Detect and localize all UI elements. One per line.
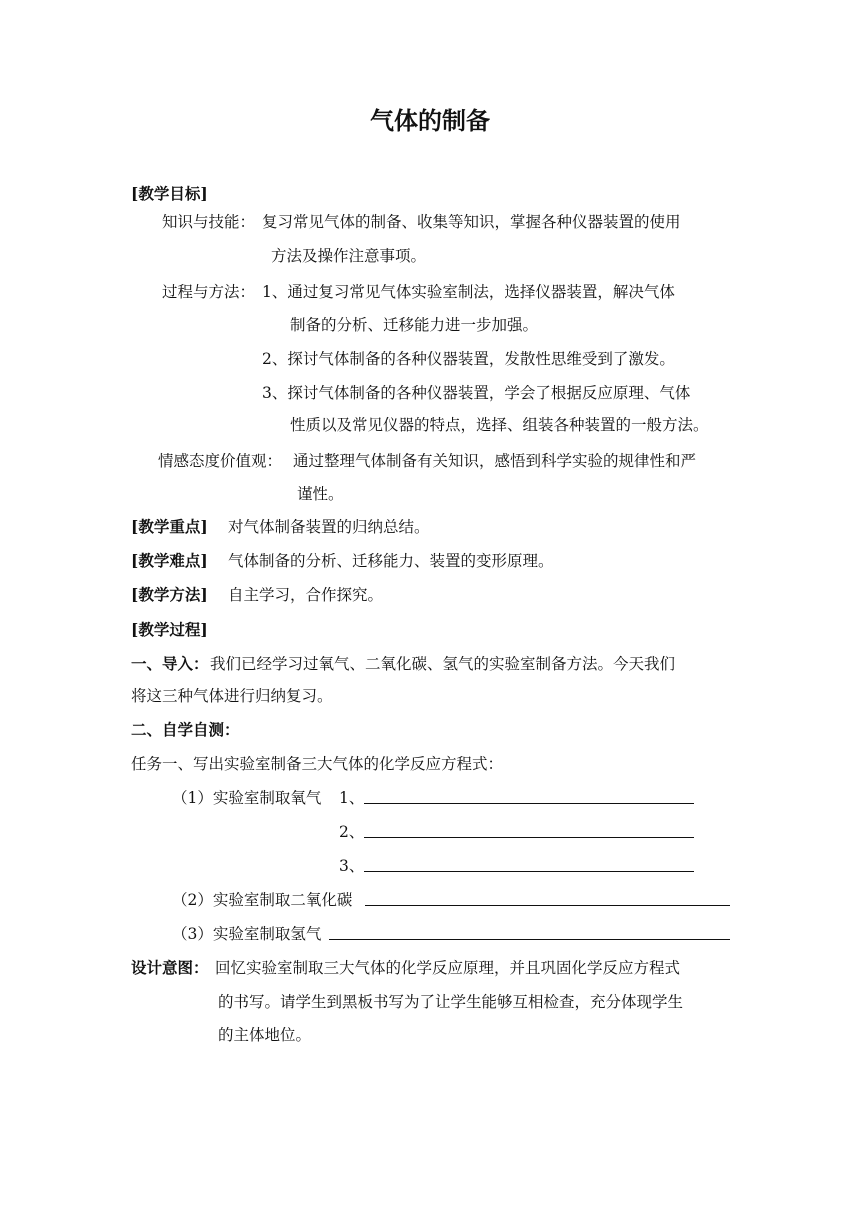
answer-blank-line[interactable]	[329, 939, 730, 940]
intro-line1: 我们已经学习过氧气、二氧化碳、氢气的实验室制备方法。今天我们	[210, 655, 676, 673]
oxygen-item-label: （1）实验室制取氧气	[172, 789, 322, 807]
intro-line2: 将这三种气体进行归纳复习。	[131, 687, 333, 705]
method-label: [教学方法]	[131, 585, 208, 604]
process-item1-line2: 制备的分析、迁移能力进一步加强。	[290, 316, 539, 334]
oxygen-blank-number-2: 2、	[339, 823, 365, 841]
design-line3: 的主体地位。	[218, 1026, 312, 1044]
design-label: 设计意图：	[131, 958, 209, 977]
intro-label: 一、导入：	[131, 654, 209, 673]
process-method-label: 过程与方法：	[162, 283, 256, 301]
oxygen-blank-number-1: 1、	[339, 789, 365, 807]
process-item3-line1: 3、探讨气体制备的各种仪器装置，学会了根据反应原理、气体	[262, 384, 691, 402]
task1-text: 任务一、写出实验室制备三大气体的化学反应方程式：	[131, 755, 504, 773]
answer-blank-line[interactable]	[364, 871, 694, 872]
knowledge-text-line2: 方法及操作注意事项。	[271, 247, 427, 265]
emotion-line2: 谨性。	[297, 485, 344, 503]
co2-item-label: （2）实验室制取二氧化碳	[172, 891, 353, 909]
oxygen-blank-number-3: 3、	[339, 857, 365, 875]
process-item2: 2、探讨气体制备的各种仪器装置，发散性思维受到了激发。	[262, 350, 675, 368]
process-item3-line2: 性质以及常见仪器的特点，选择、组装各种装置的一般方法。	[290, 416, 709, 434]
page-title: 气体的制备	[370, 106, 490, 135]
emotion-line1: 通过整理气体制备有关知识，感悟到科学实验的规律性和严	[293, 452, 697, 470]
knowledge-text-line1: 复习常见气体的制备、收集等知识，掌握各种仪器装置的使用	[262, 213, 681, 231]
self-test-heading: 二、自学自测：	[131, 720, 240, 739]
emotion-label: 情感态度价值观：	[158, 452, 283, 470]
key-point-label: [教学重点]	[131, 517, 208, 536]
key-point-text: 对气体制备装置的归纳总结。	[228, 518, 430, 536]
method-text: 自主学习，合作探究。	[228, 586, 384, 604]
hydrogen-item-label: （3）实验室制取氢气	[172, 925, 322, 943]
design-line2: 的书写。请学生到黑板书写为了让学生能够互相检查，充分体现学生	[218, 993, 684, 1011]
answer-blank-line[interactable]	[365, 905, 730, 906]
process-item1-line1: 1、通过复习常见气体实验室制法，选择仪器装置，解决气体	[262, 283, 675, 301]
answer-blank-line[interactable]	[364, 837, 694, 838]
difficulty-text: 气体制备的分析、迁移能力、装置的变形原理。	[228, 552, 554, 570]
objectives-heading: [教学目标]	[131, 184, 208, 203]
process-heading: [教学过程]	[131, 620, 208, 639]
answer-blank-line[interactable]	[364, 803, 694, 804]
design-line1: 回忆实验室制取三大气体的化学反应原理，并且巩固化学反应方程式	[215, 959, 681, 977]
difficulty-label: [教学难点]	[131, 551, 208, 570]
knowledge-label: 知识与技能：	[162, 213, 256, 231]
